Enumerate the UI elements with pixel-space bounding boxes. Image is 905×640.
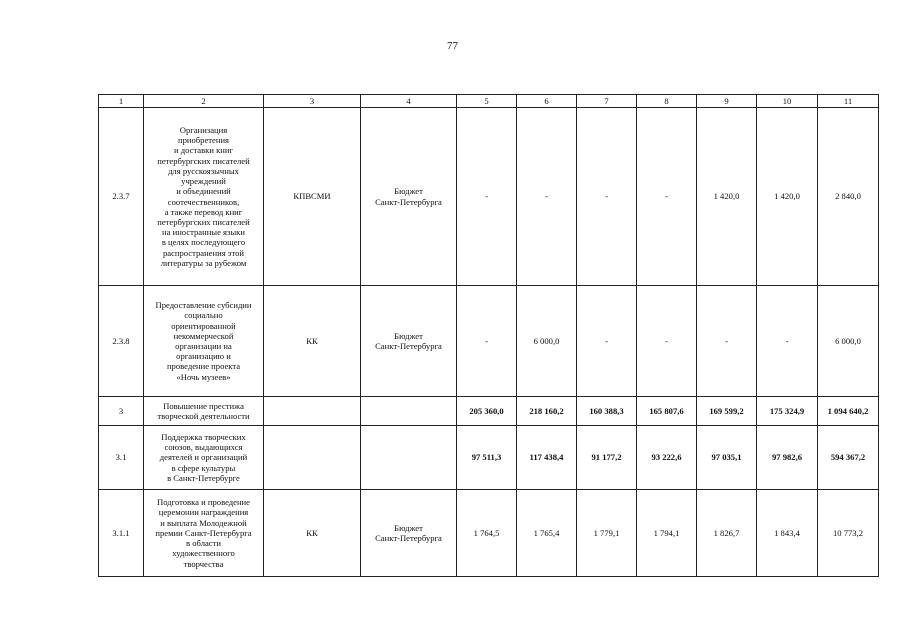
amount-cell: - [637, 108, 697, 286]
funding-source-cell: Бюджет Санкт-Петербурга [361, 286, 457, 397]
column-header: 1 [99, 95, 144, 108]
amount-cell: - [757, 286, 818, 397]
row-number-cell: 2.3.8 [99, 286, 144, 397]
amount-cell: 1 420,0 [697, 108, 757, 286]
measure-name-cell: Поддержка творческих союзов, выдающихся деятелей и организаций в сфере культуры в Санкт-Петербурге [144, 426, 264, 490]
table-body [99, 108, 879, 577]
column-header: 2 [144, 95, 264, 108]
amount-cell: 2 840,0 [818, 108, 879, 286]
amount-cell: 160 388,3 [577, 397, 637, 426]
funding-source-cell [361, 426, 457, 490]
amount-cell: - [697, 286, 757, 397]
funding-source-cell [361, 397, 457, 426]
table-row [99, 286, 879, 397]
executor-cell: КК [264, 490, 361, 577]
executor-cell [264, 397, 361, 426]
table-row [99, 397, 879, 426]
amount-cell: 1 765,4 [517, 490, 577, 577]
amount-cell: 218 160,2 [517, 397, 577, 426]
row-number-cell: 3.1.1 [99, 490, 144, 577]
column-header: 3 [264, 95, 361, 108]
column-header: 9 [697, 95, 757, 108]
amount-cell: 6 000,0 [517, 286, 577, 397]
amount-cell: - [457, 286, 517, 397]
column-header: 7 [577, 95, 637, 108]
amount-cell: 97 511,3 [457, 426, 517, 490]
amount-cell: - [637, 286, 697, 397]
budget-table [98, 94, 879, 577]
measure-name-cell: Предоставление субсидии социально ориентированной некоммерческой организации на организацию и проведение проекта «Ночь музеев» [144, 286, 264, 397]
column-header: 11 [818, 95, 879, 108]
amount-cell: - [577, 108, 637, 286]
amount-cell: 97 035,1 [697, 426, 757, 490]
executor-cell: КПВСМИ [264, 108, 361, 286]
column-header: 5 [457, 95, 517, 108]
amount-cell: 1 794,1 [637, 490, 697, 577]
column-header: 6 [517, 95, 577, 108]
column-header: 8 [637, 95, 697, 108]
amount-cell: 205 360,0 [457, 397, 517, 426]
header-row [99, 95, 879, 108]
amount-cell: 6 000,0 [818, 286, 879, 397]
funding-source-cell: Бюджет Санкт-Петербурга [361, 108, 457, 286]
amount-cell: 1 843,4 [757, 490, 818, 577]
amount-cell: 1 420,0 [757, 108, 818, 286]
table-row [99, 108, 879, 286]
amount-cell: - [577, 286, 637, 397]
amount-cell: 175 324,9 [757, 397, 818, 426]
funding-source-cell: Бюджет Санкт-Петербурга [361, 490, 457, 577]
amount-cell: - [457, 108, 517, 286]
amount-cell: 93 222,6 [637, 426, 697, 490]
row-number-cell: 3.1 [99, 426, 144, 490]
amount-cell: 10 773,2 [818, 490, 879, 577]
measure-name-cell: Повышение престижа творческой деятельности [144, 397, 264, 426]
amount-cell: 169 599,2 [697, 397, 757, 426]
row-number-cell: 2.3.7 [99, 108, 144, 286]
amount-cell: 1 764,5 [457, 490, 517, 577]
executor-cell: КК [264, 286, 361, 397]
column-header: 4 [361, 95, 457, 108]
page-number: 77 [447, 40, 458, 52]
amount-cell: 594 367,2 [818, 426, 879, 490]
amount-cell: 117 438,4 [517, 426, 577, 490]
row-number-cell: 3 [99, 397, 144, 426]
amount-cell: 165 807,6 [637, 397, 697, 426]
amount-cell: 1 826,7 [697, 490, 757, 577]
amount-cell: 1 094 640,2 [818, 397, 879, 426]
amount-cell: 1 779,1 [577, 490, 637, 577]
column-header: 10 [757, 95, 818, 108]
amount-cell: 91 177,2 [577, 426, 637, 490]
measure-name-cell: Подготовка и проведение церемонии награждения и выплата Молодежной премии Санкт-Петербурга в области художественного творчества [144, 490, 264, 577]
amount-cell: 97 982,6 [757, 426, 818, 490]
table-row [99, 490, 879, 577]
executor-cell [264, 426, 361, 490]
table-row [99, 426, 879, 490]
measure-name-cell: Организация приобретения и доставки книг петербургских писателей для русскоязычных учреждений и объединений соотечественников, а также перевод книг петербургских писателей на иностранные языки в целях последующего распространения этой литературы за рубежом [144, 108, 264, 286]
amount-cell: - [517, 108, 577, 286]
